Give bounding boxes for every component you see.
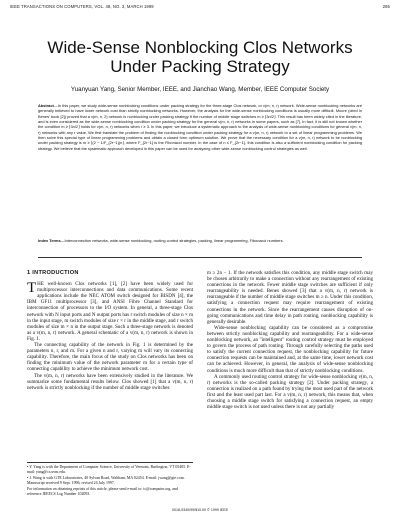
left-column [27,270,193,391]
title-line-1: Wide-Sense Nonblocking Clos Networks [47,38,353,57]
footnote-manuscript: Manuscript received 9 Sept. 1996; revised 24 July 1997. [27,481,115,486]
footnote-reprints: For information on obtaining reprints of this article, please send e-mail to: tc@computer.org, and reference IEEECS Log Number 102093. [27,487,178,496]
author-line: Yuanyuan Yang, Senior Member, IEEE, and Jianchao Wang, Member, IEEE Computer Society [70,86,330,93]
intro-paragraph-4: m ≥ 2n − 1. If the network satisfies this condition, any middle stage switch may be chosen arbitrarily to make a connection without any rearrangement of existing connections in the network. Fewer middle stage switches are sufficient if only rearrangeability is needed. Benes showed [3] that a v(m, n, r) network is rearrangeable if the number of middle stage switches m ≥ n. Under this condition, satisfying a connection request may require rearrangement of existing connections in the network. Since the rearrangement causes disruption of on-going communications and time delay in path routing, nonblocking capability is generally desirable. [207,270,373,325]
footnote-author-1: • Y. Yang is with the Department of Computer Science, University of Vermont, Burlington, VT 05405. E-mail: yang@cs.uvm.edu. [27,465,191,474]
intro-paragraph-5: Wide-sense nonblocking capability can be considered as a compromise between strictly nonblocking capability and rearrangeability. For a wide-sense nonblocking network, an "intelligent" routing control strategy must be employed to govern the process of path routing. Through carefully selecting the paths used to satisfy the current connection request, the nonblocking capability for future connection requests can be maintained and, at the same time, lower network cost can be achieved. However, in general, the analysis of wide-sense nonblocking conditions is much more difficult than that of strictly nonblocking conditions. [207,324,373,374]
right-column [207,270,373,410]
drop-cap: T [27,280,37,297]
intro-paragraph-1: THE well-known Clos networks [1], [2] have been widely used for multiprocessor interconnections and data communications. Some recent applications include the NEC ATOM switch designed for BISDN [4], the IBM GF11 multiprocessor [3], and ANSI Fibre Channel Standard for interconnection of processors to the I/O system. In general, a three-stage Clos network with N input ports and N output ports has r switch modules of size n × m in the input stage, m switch modules of size r × r in the middle stage, and r switch modules of size m × n in the output stage. Such a three-stage network is denoted as a v(m, n, r) network. A general schematic of a v(m, n, r) network is shown in Fig. 1. [27,280,193,342]
journal-header: IEEE TRANSACTIONS ON COMPUTERS, VOL. 48, NO. 3, MARCH 1999 [10,4,154,9]
footnote-author-2: • J. Wang is with GTE Laboratories, 40 Sylvan Road, Waltham, MA 02454. E-mail: jwang@gte.com. [27,475,185,480]
index-terms [38,238,362,243]
page-number: 265 [382,4,390,9]
index-terms-text: —Interconnection networks, wide-sense nonblocking, routing control strategies, packing, linear programming, Fibonacci numbers. [60,238,284,243]
title-line-2: Under Packing Strategy [110,57,290,76]
intro-paragraph-3: The v(m, n, r) networks have been extensively studied in the literature. We summarize some fundamental results below. Clos showed [1] that a v(m, n, r) network is strictly nonblocking if the number of middle stage switches [27,372,193,391]
abstract [38,103,362,151]
copyright-footer: 0018-9340/99/$10.00 © 1999 IEEE [172,508,228,512]
intro-paragraph-6: A commonly used routing control strategy for wide-sense nonblocking v(m, n, r) networks is the so-called packing strategy [2]. Under packing strategy, a connection is realized on a path found by trying the most used part of the network first and the least used part last. For a v(m, n, r) network, this means that, when choosing a middle stage switch for satisfying a connection request, an empty middle stage switch is not used unless there is not any partially [207,373,373,411]
section-divider [38,257,362,258]
footnotes [27,462,193,498]
index-terms-label: Index Terms [38,238,61,243]
running-head [10,4,390,12]
paper-title [0,38,400,76]
intro-paragraph-2: The connecting capability of the network in Fig. 1 is determined by the parameters n, r, and m. For a given n and r, varying m will vary its connecting capability. Therefore, the main focus of the study on Clos networks has been on finding the minimum value of the network parameter m for a certain type of connecting capability to achieve the minimum network cost. [27,342,193,373]
abstract-label: Abstract [38,103,54,108]
abstract-text: —In this paper, we study wide-sense nonblocking conditions under packing strategy for the three-stage Clos network, or v(m, n, r) network. Wide-sense nonblocking networks are generally believed to have lower network cost than strictly nonblocking networks. However, the analysis for the wide-sense nonblocking conditions is usually more difficult. Moore (cited in Benes' book [2]) proved that a v(m, n, 2) network is nonblocking under packing strategy if the number of middle stage switches m ≥ ⌊3n/2⌋. This result has been widely cited in the literature, and is even considered as the wide-sense nonblocking condition under packing strategy for the general v(m, n, r) networks in some papers, such as [7]. In fact, it is still not known whether the condition m ≥ ⌊3n/2⌋ holds for v(m, n, r) networks when r ≥ 3. In this paper, we introduce a systematic approach to the analysis of wide-sense nonblocking conditions for general v(m, n, r) networks with any r value. We first translate the problem of finding the nonblocking condition under packing strategy for a v(m, n, r) network to a set of linear programming problems. We then solve this special type of linear programming problems and obtain a closed form optimum solution. We prove that the necessary condition for a v(m, n, r) network to be nonblocking under packing strategy is m ≥ ⌊(2 − 1/F_{2r−1})n⌋, where F_{2r−1} is the Fibonacci number. In the case of n ≤ F_{2r−1}, this condition is also a sufficient nonblocking condition for packing strategy. We believe that the systematic approach developed in this paper can be used for analyzing other wide-sense nonblocking control strategies as well. [38,103,362,151]
section-heading: 1 INTRODUCTION [27,270,79,276]
